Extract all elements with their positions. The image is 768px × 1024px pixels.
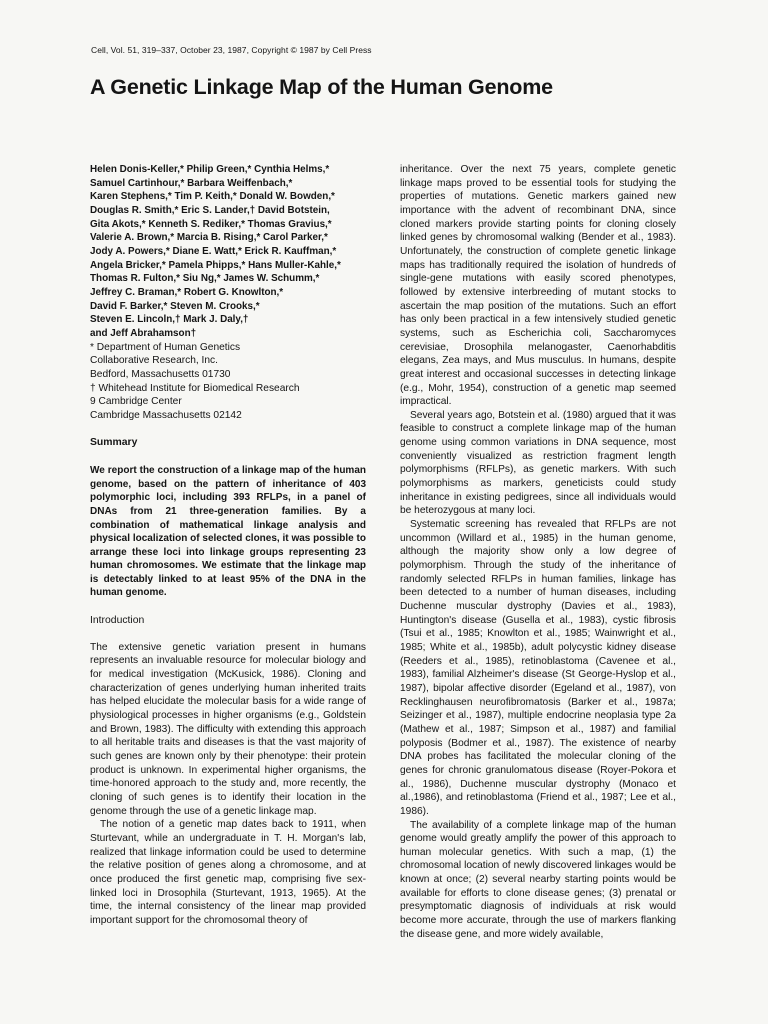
author-line: Gita Akots,* Kenneth S. Rediker,* Thomas Gravius,* — [90, 218, 332, 230]
author-line: David F. Barker,* Steven M. Crooks,* — [90, 300, 260, 312]
author-line: and Jeff Abrahamson† — [90, 327, 197, 339]
author-line: Douglas R. Smith,* Eric S. Lander,† David Botstein, — [90, 204, 330, 216]
body-paragraph: The notion of a genetic map dates back to 1911, when Sturtevant, while an undergraduate in T. H. Morgan's lab, realized that linkage information could be used to determine the relative position of genes along a chromosome, and at once produced the first genetic map, comprising five sex-linked loci in Drosophila (Sturtevant, 1913, 1965). At the time, the internal consistency of the linear map provided important support for the chromosomal theory of — [90, 819, 366, 926]
summary-heading: Summary — [90, 437, 138, 449]
summary-text: We report the construction of a linkage map of the human genome, based on the pattern of inheritance of 403 polymorphic loci, including 393 RFLPs, in a panel of DNAs from 21 three-generation families. By a combination of mathematical linkage analysis and physical localization of selected clones, it was possible to arrange these loci into linkage groups representing 23 human chromosomes. We estimate that the linkage map is detectably linked to at least 95% of the DNA in the human genome. — [90, 465, 366, 599]
author-line: Karen Stephens,* Tim P. Keith,* Donald W. Bowden,* — [90, 191, 335, 203]
author-line: Thomas R. Fulton,* Siu Ng,* James W. Schumm,* — [90, 273, 320, 285]
affiliations — [90, 341, 366, 423]
article-title: A Genetic Linkage Map of the Human Genome — [90, 75, 553, 99]
body-paragraph: inheritance. Over the next 75 years, complete genetic linkage maps proved to be essential tools for studying the properties of mutations. Genetic markers gained new importance with the advent of recombinant DNA, since cloned markers provide starting points for cloning closely linked genes by chromosomal walking (Bender et al., 1983). Unfortunately, the construction of complete genetic linkage maps has traditionally required the isolation of hundreds of single-gene mutations with easily scored phenotypes, followed by extensive interbreeding of mutant stocks to ascertain the map position of the mutations. Such an effort has only been practical in a few intensively studied genetic systems, such as Escherichia coli, Saccharomyces cerevisiae, Drosophila melanogaster, Caenorhabditis elegans, Zea mays, and Mus musculus. In humans, despite great interest and occasional successes in detecting linkage (e.g., Mohr, 1954), construction of a genetic map seemed impractical. — [400, 164, 676, 408]
body-paragraph: Several years ago, Botstein et al. (1980) argued that it was feasible to construct a complete linkage map of the human genome using common variations in DNA sequence, most conveniently visualized as restriction fragment length polymorphisms (RFLPs), as genetic markers. With such polymorphisms as markers, geneticists could study inheritance in existing pedigrees, since all individuals would be heterozygous at many loci. — [400, 409, 676, 517]
affiliation-line: Bedford, Massachusetts 01730 — [90, 368, 231, 380]
author-list — [90, 163, 366, 341]
affiliation-line: 9 Cambridge Center — [90, 396, 182, 408]
citation: Cell, Vol. 51, 319–337, October 23, 1987, Copyright © 1987 by Cell Press — [91, 45, 372, 55]
author-line: Steven E. Lincoln,† Mark J. Daly,† — [90, 314, 249, 326]
affiliation-line: † Whitehead Institute for Biomedical Research — [90, 382, 300, 394]
body-paragraph: Systematic screening has revealed that RFLPs are not uncommon (Willard et al., 1985) in the human genome, although the majority show only a low degree of polymorphism. Through the study of the inheritance of randomly selected RFLPs in human families, linkage has been detected to a number of human diseases, including Duchenne muscular dystrophy (Davies et al., 1983), Huntington's disease (Gusella et al., 1983), cystic fibrosis (Tsui et al., 1985; Knowlton et al., 1985; Wainwright et al., 1985; White et al., 1985b), adult polycystic kidney disease (Reeders et al., 1985), retinoblastoma (Cavenee et al., 1983), familial Alzheimer's disease (St George-Hyslop et al., 1987), bipolar affective disorder (Egeland et al., 1987), von Recklinghausen neurofibromatosis (Barker et al., 1987a; Seizinger et al., 1987), multiple endocrine neoplasia type 2a (Mathew et al., 1987; Simpson et al., 1987) and familial polyposis (Bodmer et al., 1987). The existence of nearby DNA probes has facilitated the molecular cloning of the genes for chronic granulomatous disease (Royer-Pokora et al., 1986), Duchenne muscular dystrophy (Monaco et al.,1986), and retinoblastoma (Friend et al., 1987; Lee et al., 1986). — [400, 519, 676, 817]
introduction-heading: Introduction — [90, 615, 145, 627]
author-line: Jody A. Powers,* Diane E. Watt,* Erick R. Kauffman,* — [90, 245, 337, 257]
right-column — [400, 163, 676, 941]
author-line: Valerie A. Brown,* Marcia B. Rising,* Carol Parker,* — [90, 232, 328, 244]
affiliation-line: Collaborative Research, Inc. — [90, 355, 218, 367]
author-line: Samuel Cartinhour,* Barbara Weiffenbach,* — [90, 177, 293, 189]
author-line: Jeffrey C. Braman,* Robert G. Knowlton,* — [90, 286, 284, 298]
affiliation-line: * Department of Human Genetics — [90, 341, 241, 353]
body-paragraph: The availability of a complete linkage map of the human genome would greatly amplify the power of this approach to human molecular genetics. With such a map, (1) the chromosomal location of newly discovered linkages would be known at once; (2) several nearby starting points would be available for efforts to clone disease genes; (3) prenatal or presymptomatic diagnosis of individuals at risk would become more accurate, through the use of markers flanking the disease gene, and more widely available, — [400, 819, 676, 940]
body-paragraph: The extensive genetic variation present in humans represents an invaluable resource for molecular biology and for medical investigation (McKusick, 1986). Cloning and characterization of genes underlying human inherited traits has helped elucidate the molecular basis for a wide range of physiological processes in higher organisms (e.g., Goldstein and Brown, 1983). The difficulty with extending this approach to all heritable traits and diseases is that the vast majority of such genes are known only by their phenotype: their protein product is unknown. In experimental higher organisms, the time-honored approach to the study and, more recently, the cloning of such genes is to identify their location in the genome through the use of a genetic linkage map. — [90, 641, 366, 817]
affiliation-line: Cambridge Massachusetts 02142 — [90, 409, 242, 421]
left-column — [90, 163, 366, 928]
author-line: Angela Bricker,* Pamela Phipps,* Hans Muller-Kahle,* — [90, 259, 341, 271]
author-line: Helen Donis-Keller,* Philip Green,* Cynthia Helms,* — [90, 164, 330, 175]
